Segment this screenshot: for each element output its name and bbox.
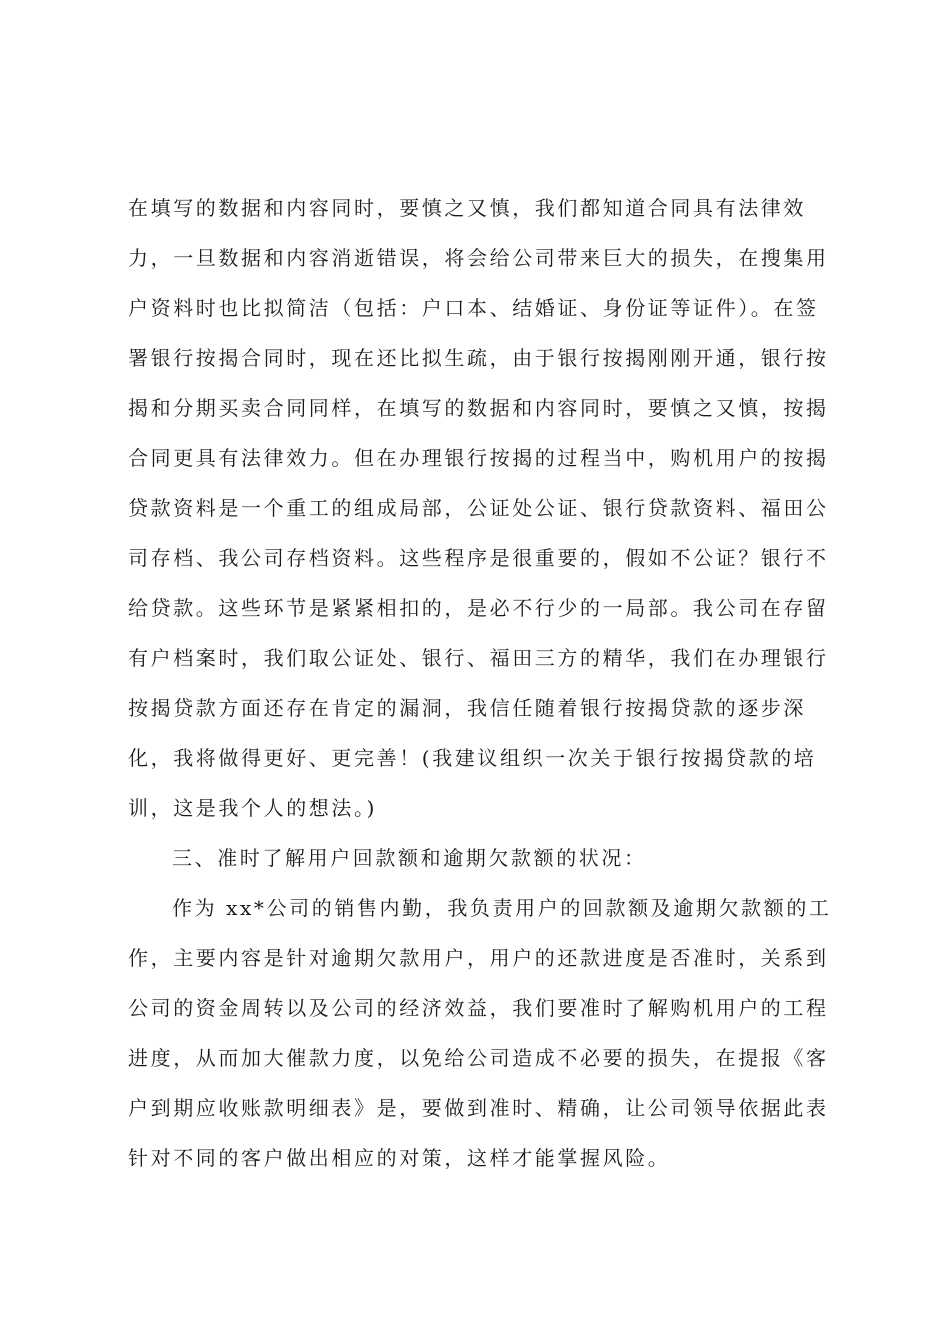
text-line: 在填写的数据和内容同时，要慎之又慎，我们都知道合同具有法律效 — [128, 196, 806, 220]
text-line: 户资料时也比拟简洁（包括：户口本、结婚证、身份证等证件）。在签 — [128, 296, 819, 320]
text-line: 合同更具有法律效力。但在办理银行按揭的过程当中，购机用户的按揭 — [128, 446, 829, 470]
text-line: 训，这是我个人的想法。) — [128, 796, 378, 820]
text-line: 揭和分期买卖合同同样，在填写的数据和内容同时，要慎之又慎，按揭 — [128, 396, 829, 420]
document-body — [128, 183, 832, 1183]
text-line: 署银行按揭合同时，现在还比拟生疏，由于银行按揭刚刚开通，银行按 — [128, 346, 829, 370]
text-line: 作为 xx*公司的销售内勤，我负责用户的回款额及逾期欠款额的工 — [172, 896, 832, 920]
text-line: 有户档案时，我们取公证处、银行、福田三方的精华，我们在办理银行 — [128, 646, 829, 670]
text-line: 进度，从而加大催款力度，以免给公司造成不必要的损失，在提报《客 — [128, 1046, 829, 1070]
text-line: 按揭贷款方面还存在肯定的漏洞，我信任随着银行按揭贷款的逐步深 — [128, 696, 806, 720]
text-line: 针对不同的客户做出相应的对策，这样才能掌握风险。 — [128, 1146, 671, 1170]
text-line: 给贷款。这些环节是紧紧相扣的，是必不行少的一局部。我公司在存留 — [128, 596, 829, 620]
text-line: 三、准时了解用户回款额和逾期欠款额的状况： — [172, 846, 647, 870]
text-line: 贷款资料是一个重工的组成局部，公证处公证、银行贷款资料、福田公 — [128, 496, 829, 520]
text-line: 化，我将做得更好、更完善！(我建议组织一次关于银行按揭贷款的培 — [128, 746, 817, 770]
text-line: 作，主要内容是针对逾期欠款用户，用户的还款进度是否准时，关系到 — [128, 946, 829, 970]
text-line: 公司的资金周转以及公司的经济效益，我们要准时了解购机用户的工程 — [128, 996, 829, 1020]
text-line: 户到期应收账款明细表》是，要做到准时、精确，让公司领导依据此表 — [128, 1096, 829, 1120]
text-line: 力，一旦数据和内容消逝错误，将会给公司带来巨大的损失，在搜集用 — [128, 246, 829, 270]
text-line: 司存档、我公司存档资料。这些程序是很重要的，假如不公证？银行不 — [128, 546, 829, 570]
